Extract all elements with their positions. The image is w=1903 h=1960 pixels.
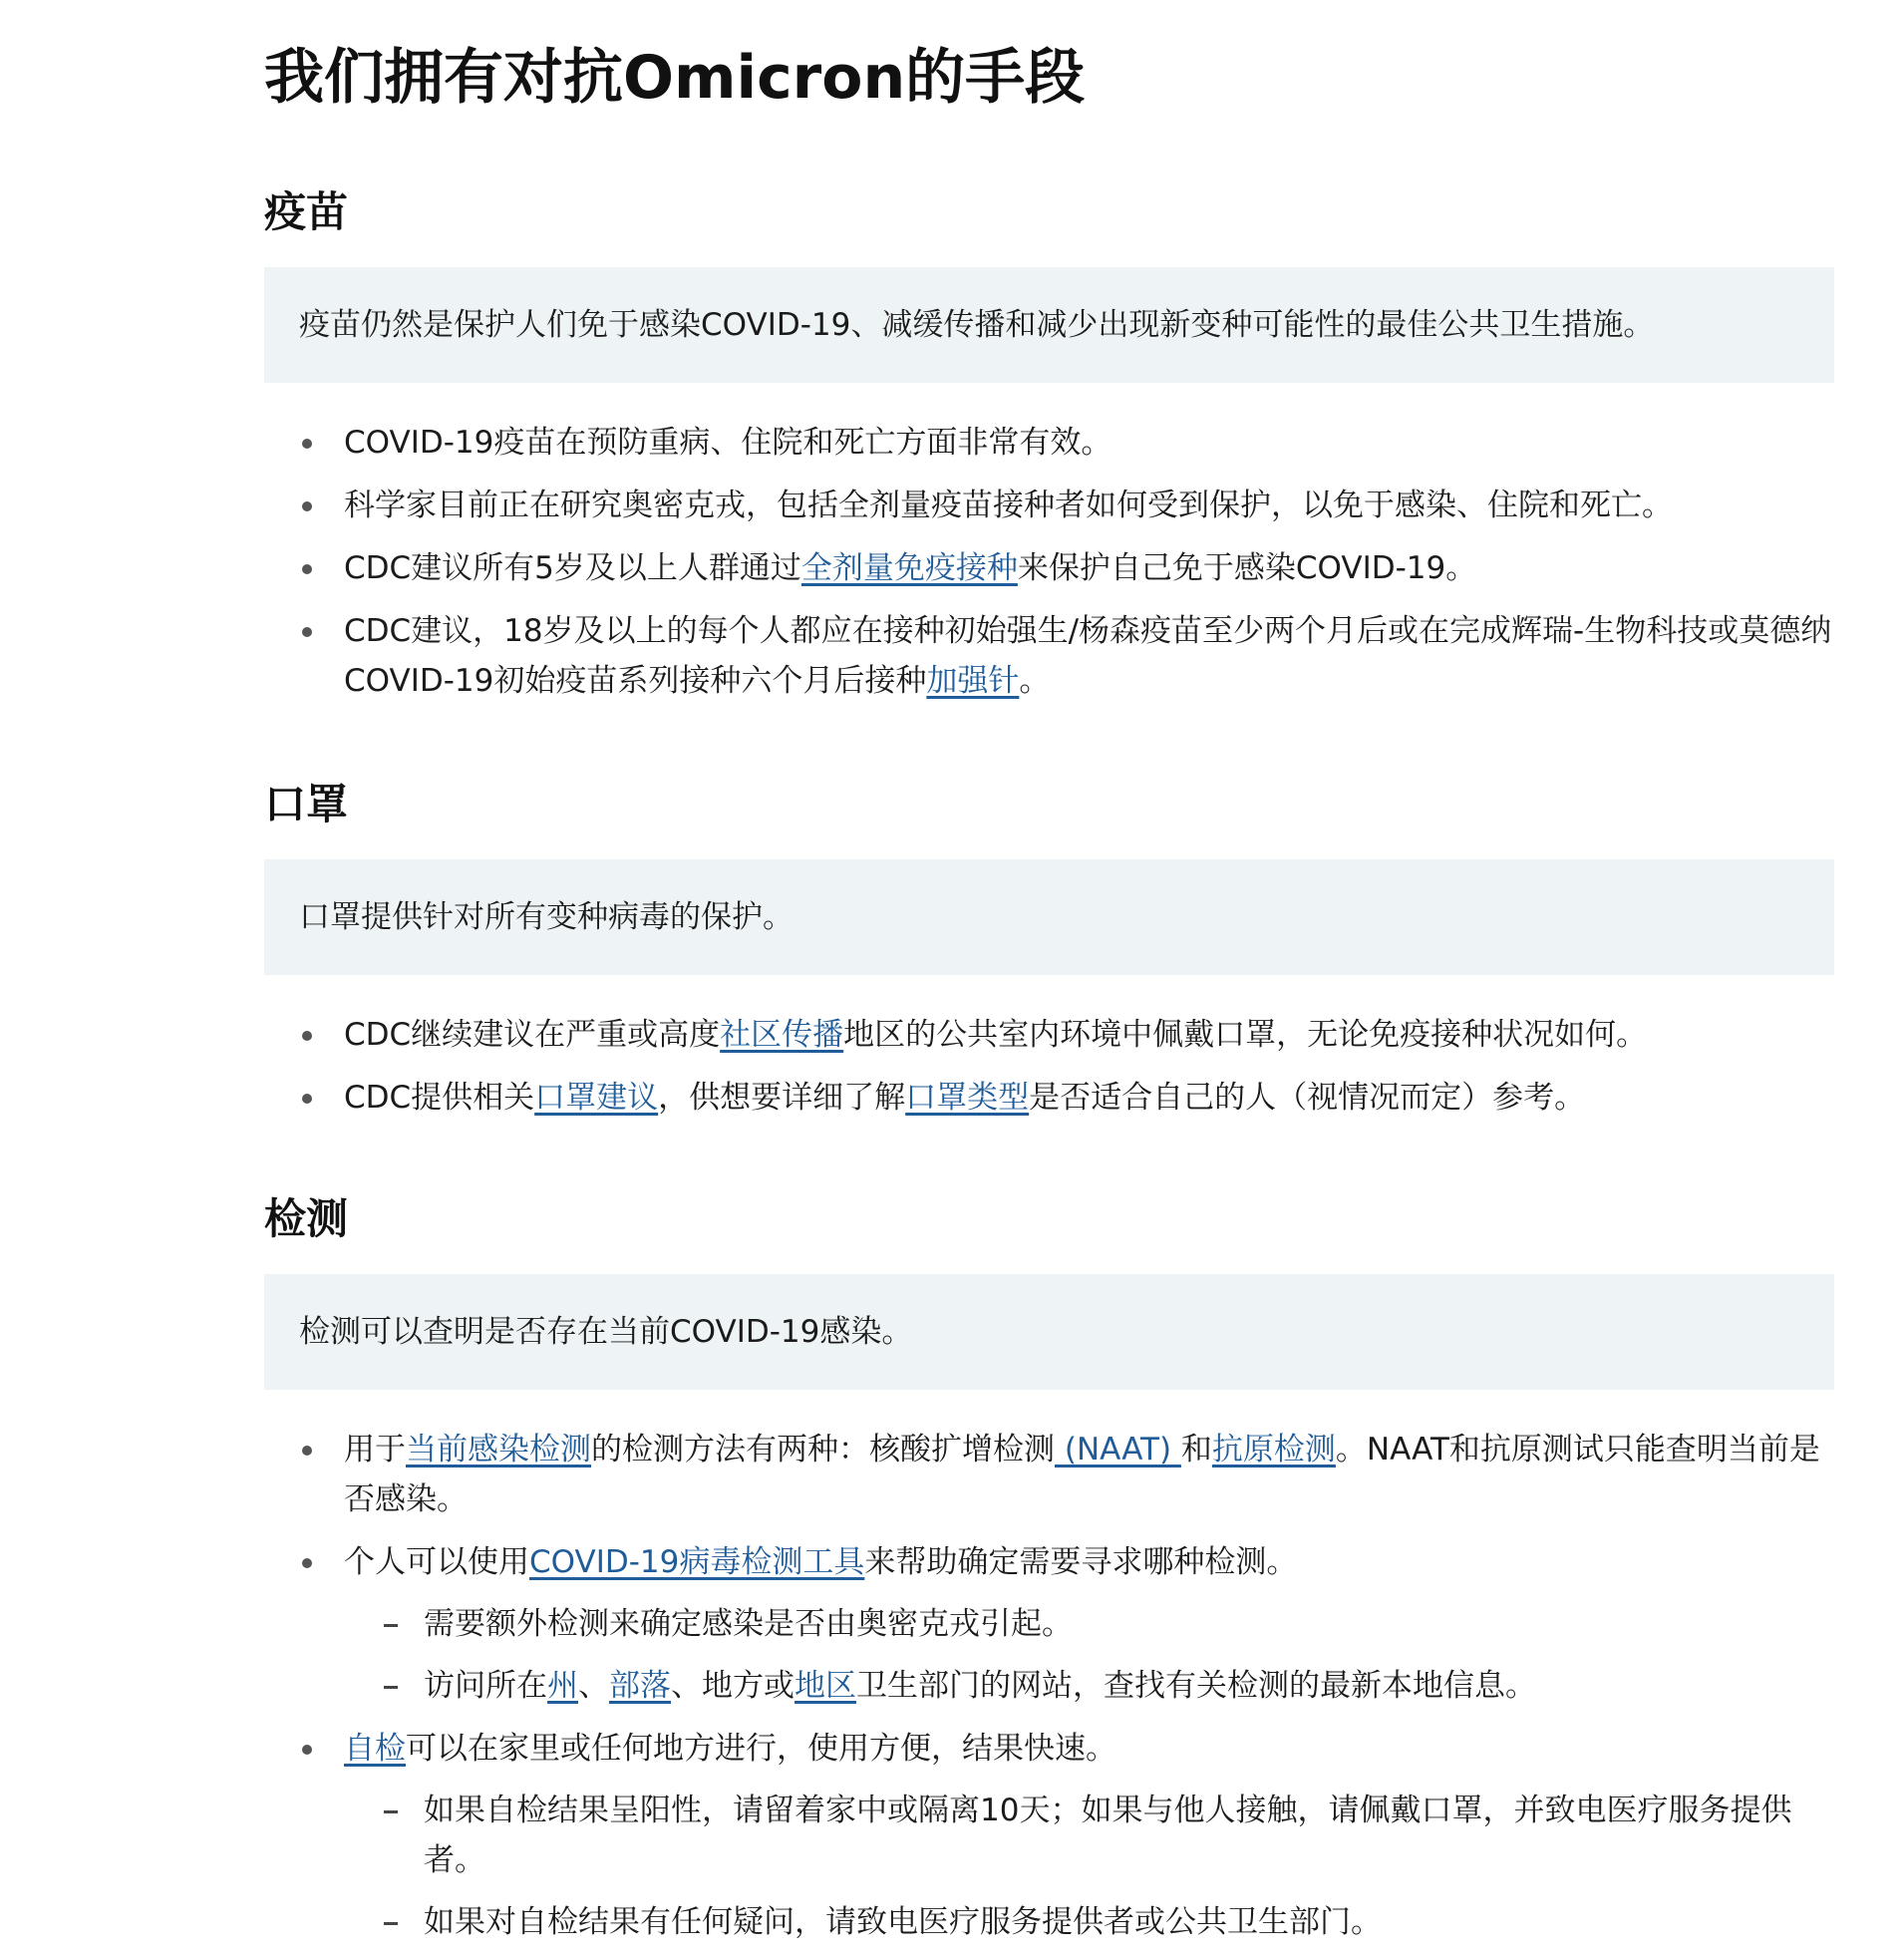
link-mask-types[interactable]: 口罩类型 <box>905 1080 1030 1116</box>
list-item: COVID-19疫苗在预防重病、住院和死亡方面非常有效。 <box>264 418 1834 468</box>
callout-text: 检测可以查明是否存在当前COVID-19感染。 <box>299 1314 913 1350</box>
section-testing <box>264 1189 1834 1960</box>
list-item: 科学家目前正在研究奥密克戎，包括全剂量疫苗接种者如何受到保护，以免于感染、住院和死亡。 <box>264 481 1834 530</box>
link-community-transmission[interactable]: 社区传播 <box>720 1017 844 1053</box>
list-item: CDC建议所有5岁及以上人群通过全剂量免疫接种来保护自己免于感染COVID-19。 <box>264 543 1834 593</box>
bullet-list-testing <box>264 1425 1834 1947</box>
link-self-test[interactable]: 自检 <box>344 1731 406 1767</box>
callout-masks <box>264 859 1834 975</box>
link-naat[interactable]: (NAAT) <box>1055 1432 1181 1468</box>
page-title: 我们拥有对抗Omicron的手段 <box>264 43 1086 113</box>
link-territorial[interactable]: 地区 <box>794 1668 856 1704</box>
callout-text: 口罩提供针对所有变种病毒的保护。 <box>299 899 793 935</box>
list-item: CDC建议，18岁及以上的每个人都应在接种初始强生/杨森疫苗至少两个月后或在完成辉瑞-生物科技或莫德纳COVID-19初始疫苗系列接种六个月后接种加强针。 <box>264 606 1834 706</box>
link-antigen-tests[interactable]: 抗原检测 <box>1211 1432 1336 1468</box>
link-full-vaccination[interactable]: 全剂量免疫接种 <box>800 550 1018 586</box>
sub-list <box>344 1786 1834 1947</box>
sub-list <box>344 1599 1834 1711</box>
link-current-infection-tests[interactable]: 当前感染检测 <box>406 1432 591 1468</box>
list-item: CDC继续建议在严重或高度社区传播地区的公共室内环境中佩戴口罩，无论免疫接种状况如何。 <box>264 1010 1834 1060</box>
list-item: 用于当前感染检测的检测方法有两种：核酸扩增检测 (NAAT) 和抗原检测。NAAT和抗原测试只能查明当前是否感染。 <box>264 1425 1834 1524</box>
sub-list-item: 访问所在州、部落、地方或地区卫生部门的网站，查找有关检测的最新本地信息。 <box>344 1661 1834 1711</box>
list-item: CDC提供相关口罩建议，供想要详细了解口罩类型是否适合自己的人（视情况而定）参考。 <box>264 1073 1834 1123</box>
callout-testing <box>264 1274 1834 1390</box>
link-booster[interactable]: 加强针 <box>926 663 1020 699</box>
sub-list-item: 如果自检结果呈阳性，请留着家中或隔离10天；如果与他人接触，请佩戴口罩，并致电医疗服务提供者。 <box>344 1786 1834 1885</box>
bullet-list-masks <box>264 1010 1834 1123</box>
bullet-list-vaccines <box>264 418 1834 706</box>
list-item: 个人可以使用COVID-19病毒检测工具来帮助确定需要寻求哪种检测。 需要额外检测来确定感染是否由奥密克戎引起。 访问所在州、部落、地方或地区卫生部门的网站，查找有关检测的最新本地信息。 <box>264 1537 1834 1711</box>
link-mask-guidance[interactable]: 口罩建议 <box>534 1080 659 1116</box>
list-item: 自检可以在家里或任何地方进行，使用方便，结果快速。 如果自检结果呈阳性，请留着家中或隔离10天；如果与他人接触，请佩戴口罩，并致电医疗服务提供者。 如果对自检结果有任何疑问，请致电医疗服务提供者或公共卫生部门。 <box>264 1724 1834 1947</box>
callout-text: 疫苗仍然是保护人们免于感染COVID-19、减缓传播和减少出现新变种可能性的最佳公共卫生措施。 <box>299 307 1655 343</box>
section-vaccines <box>264 182 1834 719</box>
section-heading-masks: 口罩 <box>264 780 349 828</box>
sub-list-item: 需要额外检测来确定感染是否由奥密克戎引起。 <box>344 1599 1834 1649</box>
section-heading-testing: 检测 <box>264 1194 349 1243</box>
section-heading-vaccines: 疫苗 <box>264 187 349 236</box>
callout-vaccines <box>264 267 1834 383</box>
link-state[interactable]: 州 <box>547 1668 578 1704</box>
sub-list-item: 如果对自检结果有任何疑问，请致电医疗服务提供者或公共卫生部门。 <box>344 1897 1834 1947</box>
link-viral-testing-tool[interactable]: COVID-19病毒检测工具 <box>529 1544 865 1580</box>
link-tribal[interactable]: 部落 <box>609 1668 671 1704</box>
section-masks <box>264 775 1834 1136</box>
